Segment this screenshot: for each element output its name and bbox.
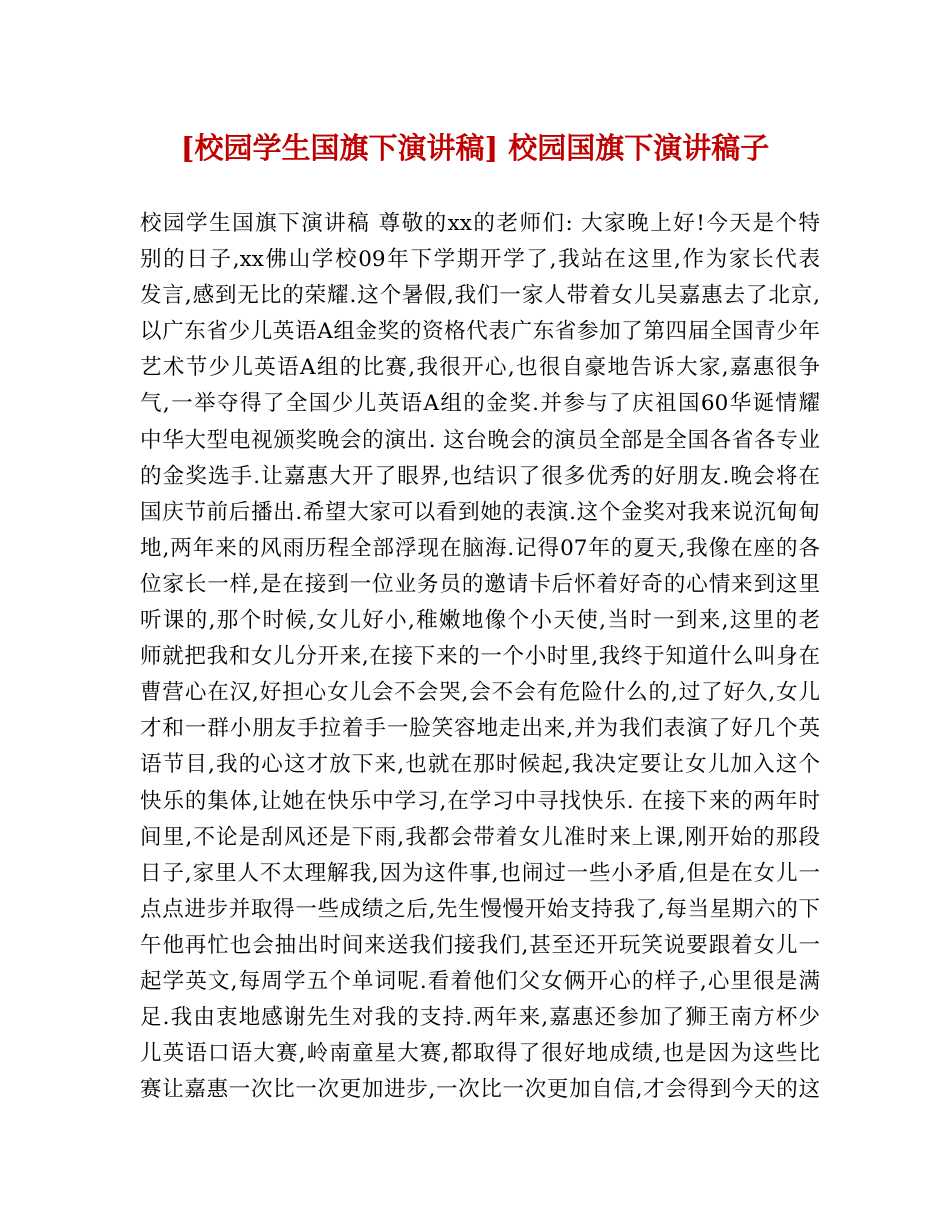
paragraph-line: 的金奖选手.让嘉惠大开了眼界,也结识了很多优秀的好朋友.晚会将在	[140, 463, 820, 489]
paragraph-line: 发言,感到无比的荣耀.这个暑假,我们一家人带着女儿吴嘉惠去了北京,	[140, 283, 820, 309]
paragraph-line: 快乐的集体,让她在快乐中学习,在学习中寻找快乐. 在接下来的两年时	[140, 788, 820, 814]
paragraph-line: 气,一举夺得了全国少儿英语A组的金奖.并参与了庆祖国60华诞情耀	[140, 391, 820, 417]
paragraph-line: 曹营心在汉,好担心女儿会不会哭,会不会有危险什么的,过了好久,女儿	[140, 680, 820, 706]
paragraph-line: 听课的,那个时候,女儿好小,稚嫩地像个小天使,当时一到来,这里的老	[140, 608, 820, 634]
paragraph-line: 才和一群小朋友手拉着手一脸笑容地走出来,并为我们表演了好几个英	[140, 716, 820, 742]
paragraph-line: 师就把我和女儿分开来,在接下来的一个小时里,我终于知道什么叫身在	[140, 644, 820, 670]
speech-body	[140, 206, 820, 1108]
paragraph-line: 中华大型电视颁奖晚会的演出. 这台晚会的演员全部是全国各省各专业	[140, 427, 820, 453]
paragraph-line: 以广东省少儿英语A组金奖的资格代表广东省参加了第四届全国青少年	[140, 319, 820, 345]
paragraph-line: 儿英语口语大赛,岭南童星大赛,都取得了很好地成绩,也是因为这些比	[140, 1041, 820, 1067]
paragraph-line: 点点进步并取得一些成绩之后,先生慢慢开始支持我了,每当星期六的下	[140, 896, 820, 922]
paragraph-line: 地,两年来的风雨历程全部浮现在脑海.记得07年的夏天,我像在座的各	[140, 535, 820, 561]
paragraph-line: 国庆节前后播出.希望大家可以看到她的表演.这个金奖对我来说沉甸甸	[140, 499, 820, 525]
paragraph-line: 艺术节少儿英语A组的比赛,我很开心,也很自豪地告诉大家,嘉惠很争	[140, 355, 820, 381]
paragraph-line: 间里,不论是刮风还是下雨,我都会带着女儿准时来上课,刚开始的那段	[140, 824, 820, 850]
paragraph-line: 别的日子,xx佛山学校09年下学期开学了,我站在这里,作为家长代表	[140, 247, 820, 273]
page-title: [校园学生国旗下演讲稿] 校园国旗下演讲稿子	[180, 131, 770, 165]
paragraph-line: 起学英文,每周学五个单词呢.看着他们父女俩开心的样子,心里很是满	[140, 968, 820, 994]
paragraph-line: 午他再忙也会抽出时间来送我们接我们,甚至还开玩笑说要跟着女儿一	[140, 932, 820, 958]
paragraph-line: 位家长一样,是在接到一位业务员的邀请卡后怀着好奇的心情来到这里	[140, 571, 820, 597]
paragraph-line: 赛让嘉惠一次比一次更加进步,一次比一次更加自信,才会得到今天的这	[140, 1077, 820, 1103]
paragraph-line: 校园学生国旗下演讲稿 尊敬的xx的老师们: 大家晚上好!今天是个特	[140, 211, 820, 236]
paragraph-line: 语节目,我的心这才放下来,也就在那时候起,我决定要让女儿加入这个	[140, 752, 820, 778]
paragraph-line: 足.我由衷地感谢先生对我的支持.两年来,嘉惠还参加了狮王南方杯少	[140, 1005, 820, 1031]
paragraph-line: 日子,家里人不太理解我,因为这件事,也闹过一些小矛盾,但是在女儿一	[140, 860, 820, 886]
